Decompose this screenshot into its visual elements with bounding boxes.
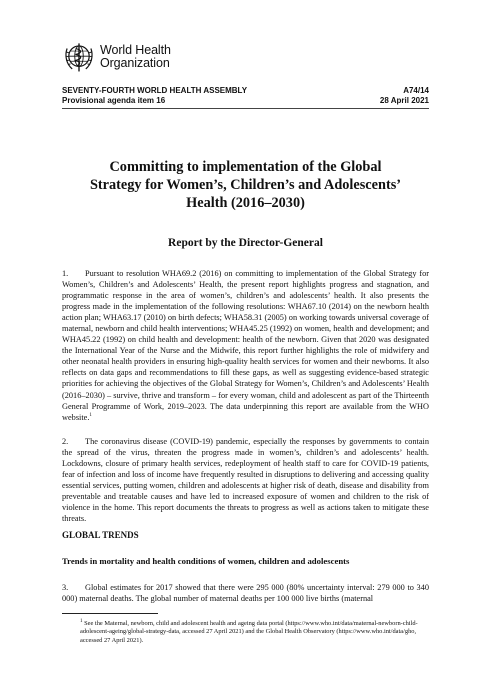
agenda-item: Provisional agenda item 16: [62, 96, 166, 105]
who-logo-text: [100, 44, 171, 70]
footnote-divider: [62, 613, 158, 614]
section-heading-global-trends: GLOBAL TRENDS: [62, 530, 139, 540]
document-number: A74/14: [403, 86, 429, 95]
document-title: [62, 158, 429, 212]
paragraph-1: [62, 268, 429, 423]
footnote-reference[interactable]: 1: [89, 412, 92, 418]
paragraph-text: The coronavirus disease (COVID-19) pandemic, especially the responses by governments to contain the spread of the virus, threaten the progress made in women’s, children’s and adolescents’ health. Lockdowns, closure of primary health services, redeployment of health staff to care for COVID-19 patients, fear of infection and loss of income have frequently resulted in disruptions to delivering and accessing quality essential services, putting women, children and adolescents at higher risk of death, disease and disability from preventable and treatable causes and have led to increased exposure of women and children to the risk of violence in the home. This report documents the threats to progress as well as actions taken to mitigate these threats.: [62, 437, 429, 524]
logo-line-1: World Health: [100, 43, 171, 57]
title-line-1: Committing to implementation of the Global: [109, 159, 382, 175]
footnote-text: See the Maternal, newborn, child and adolescent health and ageing data portal (https://www.who.int/data/maternal-newborn-child-adolescent-ageing/global-strategy-data, accessed 27 April 2021) and the Global Health Observatory (https://www.who.int/data/gho, accessed 27 April 2021).: [80, 620, 418, 644]
footnote-mark: 1: [80, 618, 83, 624]
who-emblem-icon: [62, 40, 96, 74]
paragraph-number: 2.: [62, 437, 69, 446]
assembly-name: SEVENTY-FOURTH WORLD HEALTH ASSEMBLY: [62, 86, 248, 95]
paragraph-text: Pursuant to resolution WHA69.2 (2016) on committing to implementation of the Global Strategy for Women’s, Children’s and Adolescents’ Health, the present report highlights progress and stagnation, and programmatic response in the area of women’s, children’s and adolescents’ health. It also presents the progress made in the implementation of the following resolutions: WHA67.10 (2014) on the newborn health action plan; WHA63.17 (2010) on birth defects; WHA58.31 (2005) on working towards universal coverage of maternal, newborn and child health interventions; WHA45.25 (1992) on women, health and development; and WHA45.22 (1992) on child health and development: health of the newborn. Given that 2020 was designated the International Year of the Nurse and the Midwife, this report further highlights the role of midwifery and other neonatal health providers in ensuring high-quality health services for women and their newborns. It also reflects on data gaps and recommendations to fill these gaps, as well as suggesting evidence-based strategic priorities for achieving the objectives of the Global Strategy for Women’s, Children’s and Adolescents’ Health (2016–2030) – survive, thrive and transform – for every woman, child and adolescent as part of the Thirteenth General Programme of Work, 2019–2023. The data underpinning this report are available from the WHO website.: [62, 269, 429, 422]
paragraph-3: [62, 582, 429, 604]
title-line-2: Strategy for Women’s, Children’s and Adolescents’: [89, 177, 402, 193]
header-left: [62, 86, 247, 106]
document-subtitle: Report by the Director-General: [168, 237, 323, 249]
title-line-3: Health (2016–2030): [186, 195, 305, 211]
who-logo: [62, 40, 171, 74]
header-right: [380, 86, 429, 106]
footnote: [62, 620, 429, 645]
paragraph-number: 3.: [62, 583, 69, 592]
paragraph-2: [62, 436, 429, 524]
paragraph-number: 1.: [62, 269, 69, 278]
logo-line-2: Organization: [100, 56, 170, 70]
subsection-heading-mortality: Trends in mortality and health conditions of women, children and adolescents: [62, 556, 350, 566]
header-divider: [62, 108, 429, 109]
paragraph-text: Global estimates for 2017 showed that there were 295 000 (80% uncertainty interval: 279 000 to 340 000) maternal deaths. The global number of maternal deaths per 100 000 live births (maternal: [62, 583, 429, 604]
document-date: 28 April 2021: [379, 96, 429, 105]
